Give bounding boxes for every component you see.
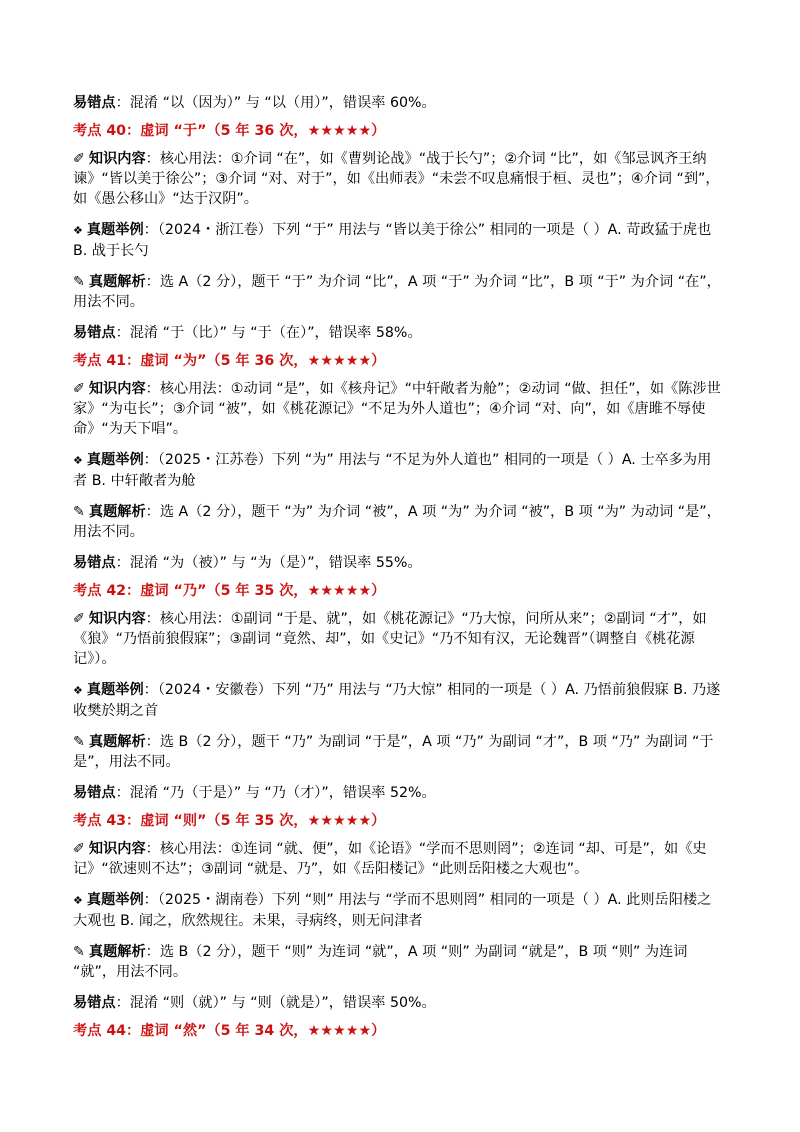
knowledge-label: 知识内容 [88, 841, 146, 857]
analysis-label: 真题解析 [88, 274, 146, 290]
analysis-text: ：选 B（2 分），题干 “乃” 为副词 “于是”，A 项 “乃” 为副词 “才”，B 项 “乃” 为副词 “于是”，用法不同。 [73, 734, 714, 770]
error-point-paragraph [73, 783, 725, 803]
knowledge-paragraph [73, 379, 725, 439]
knowledge-text: ：核心用法：①副词 “于是、就”，如《桃花源记》“乃大惊，问所从来”；②副词 “才”，如《狼》“乃悟前狼假寐”；③副词 “竟然、却”，如《史记》“乃不知有汉，无论魏晋”（调整自《桃花源记》）。 [73, 611, 707, 667]
pencil-icon: ✐ [73, 151, 85, 167]
document-page [73, 93, 725, 1041]
error-point-paragraph [73, 993, 725, 1013]
analysis-label: 真题解析 [88, 734, 146, 750]
error-text: ：混淆 “乃（于是）” 与 “乃（才）”，错误率 52%。 [115, 785, 436, 801]
example-paragraph [73, 680, 725, 721]
pen-nib-icon: ✎ [73, 944, 85, 960]
error-text: ：混淆 “以（因为）” 与 “以（用）”，错误率 60%。 [115, 95, 436, 111]
error-label: 易错点 [73, 95, 116, 111]
analysis-paragraph [73, 272, 725, 312]
example-paragraph [73, 890, 725, 931]
error-point-paragraph [73, 553, 725, 573]
error-label: 易错点 [73, 995, 116, 1011]
diamond-bullet-icon: ❖ [73, 454, 83, 467]
error-text: ：混淆 “则（就）” 与 “则（就是）”，错误率 50%。 [115, 995, 436, 1011]
knowledge-text: ：核心用法：①动词 “是”，如《核舟记》“中轩敞者为舱”；②动词 “做、担任”，如《陈涉世家》“为屯长”；③介词 “被”，如《桃花源记》“不足为外人道也”；④介词 “对、向”，如《唐雎不辱使命》“为天下唱”。 [73, 381, 721, 437]
error-text: ：混淆 “于（比）” 与 “于（在）”，错误率 58%。 [115, 325, 422, 341]
example-text: ：（2024・浙江卷）下列 “于” 用法与 “皆以美于徐公” 相同的一项是（ ）A. 苛政猛于虎也 B. 战于长勺 [73, 222, 712, 259]
analysis-text: ：选 B（2 分），题干 “则” 为连词 “就”，A 项 “则” 为副词 “就是”，B 项 “则” 为连词 “就”，用法不同。 [73, 944, 688, 980]
knowledge-paragraph [73, 609, 725, 669]
error-label: 易错点 [73, 325, 116, 341]
example-text: ：（2024・安徽卷）下列 “乃” 用法与 “乃大惊” 相同的一项是（ ）A. 乃悟前狼假寐 B. 乃遂收樊於期之首 [73, 682, 721, 719]
knowledge-label: 知识内容 [88, 381, 146, 397]
analysis-text: ：选 A（2 分），题干 “为” 为介词 “被”，A 项 “为” 为介词 “被”，B 项 “为” 为动词 “是”，用法不同。 [73, 504, 721, 540]
example-label: 真题举例 [86, 452, 144, 468]
section-heading: 考点 40：虚词 “于”（5 年 36 次，★★★★★） [73, 123, 386, 139]
diamond-bullet-icon: ❖ [73, 684, 83, 697]
analysis-paragraph [73, 732, 725, 772]
knowledge-paragraph [73, 839, 725, 879]
pen-nib-icon: ✎ [73, 274, 85, 290]
example-label: 真题举例 [86, 892, 144, 908]
example-paragraph [73, 220, 725, 261]
analysis-paragraph [73, 502, 725, 542]
knowledge-text: ：核心用法：①介词 “在”，如《曹刿论战》“战于长勺”；②介词 “比”，如《邹忌讽齐王纳谏》“皆以美于徐公”；③介词 “对、对于”，如《出师表》“未尝不叹息痛恨于桓、灵也”；④介词 “到”，如《愚公移山》“达于汉阴”。 [73, 151, 720, 207]
diamond-bullet-icon: ❖ [73, 894, 83, 907]
pen-nib-icon: ✎ [73, 734, 85, 750]
example-text: ：（2025・湖南卷）下列 “则” 用法与 “学而不思则罔” 相同的一项是（ ）A. 此则岳阳楼之大观也 B. 闻之，欣然规往。未果，寻病终，则无问津者 [73, 892, 712, 929]
section-heading: 考点 42：虚词 “乃”（5 年 35 次，★★★★★） [73, 583, 386, 599]
error-label: 易错点 [73, 785, 116, 801]
section-heading: 考点 44：虚词 “然”（5 年 34 次，★★★★★） [73, 1023, 386, 1039]
knowledge-text: ：核心用法：①连词 “就、便”，如《论语》“学而不思则罔”；②连词 “却、可是”，如《史记》“欲速则不达”；③副词 “就是、乃”，如《岳阳楼记》“此则岳阳楼之大观也”。 [73, 841, 707, 877]
pen-nib-icon: ✎ [73, 504, 85, 520]
knowledge-label: 知识内容 [88, 611, 146, 627]
example-text: ：（2025・江苏卷）下列 “为” 用法与 “不足为外人道也” 相同的一项是（ ）A. 士卒多为用者 B. 中轩敞者为舱 [73, 452, 712, 489]
example-label: 真题举例 [86, 222, 144, 238]
analysis-label: 真题解析 [88, 504, 146, 520]
example-paragraph [73, 450, 725, 491]
error-point-paragraph [73, 323, 725, 343]
diamond-bullet-icon: ❖ [73, 224, 83, 237]
knowledge-label: 知识内容 [88, 151, 146, 167]
error-point-paragraph [73, 93, 725, 113]
analysis-paragraph [73, 942, 725, 982]
example-label: 真题举例 [86, 682, 144, 698]
pencil-icon: ✐ [73, 841, 85, 857]
pencil-icon: ✐ [73, 611, 85, 627]
error-text: ：混淆 “为（被）” 与 “为（是）”，错误率 55%。 [115, 555, 422, 571]
error-label: 易错点 [73, 555, 116, 571]
analysis-text: ：选 A（2 分），题干 “于” 为介词 “比”，A 项 “于” 为介词 “比”，B 项 “于” 为介词 “在”，用法不同。 [73, 274, 721, 310]
knowledge-paragraph [73, 149, 725, 209]
analysis-label: 真题解析 [88, 944, 146, 960]
section-heading: 考点 41：虚词 “为”（5 年 36 次，★★★★★） [73, 353, 386, 369]
pencil-icon: ✐ [73, 381, 85, 397]
section-heading: 考点 43：虚词 “则”（5 年 35 次，★★★★★） [73, 813, 386, 829]
